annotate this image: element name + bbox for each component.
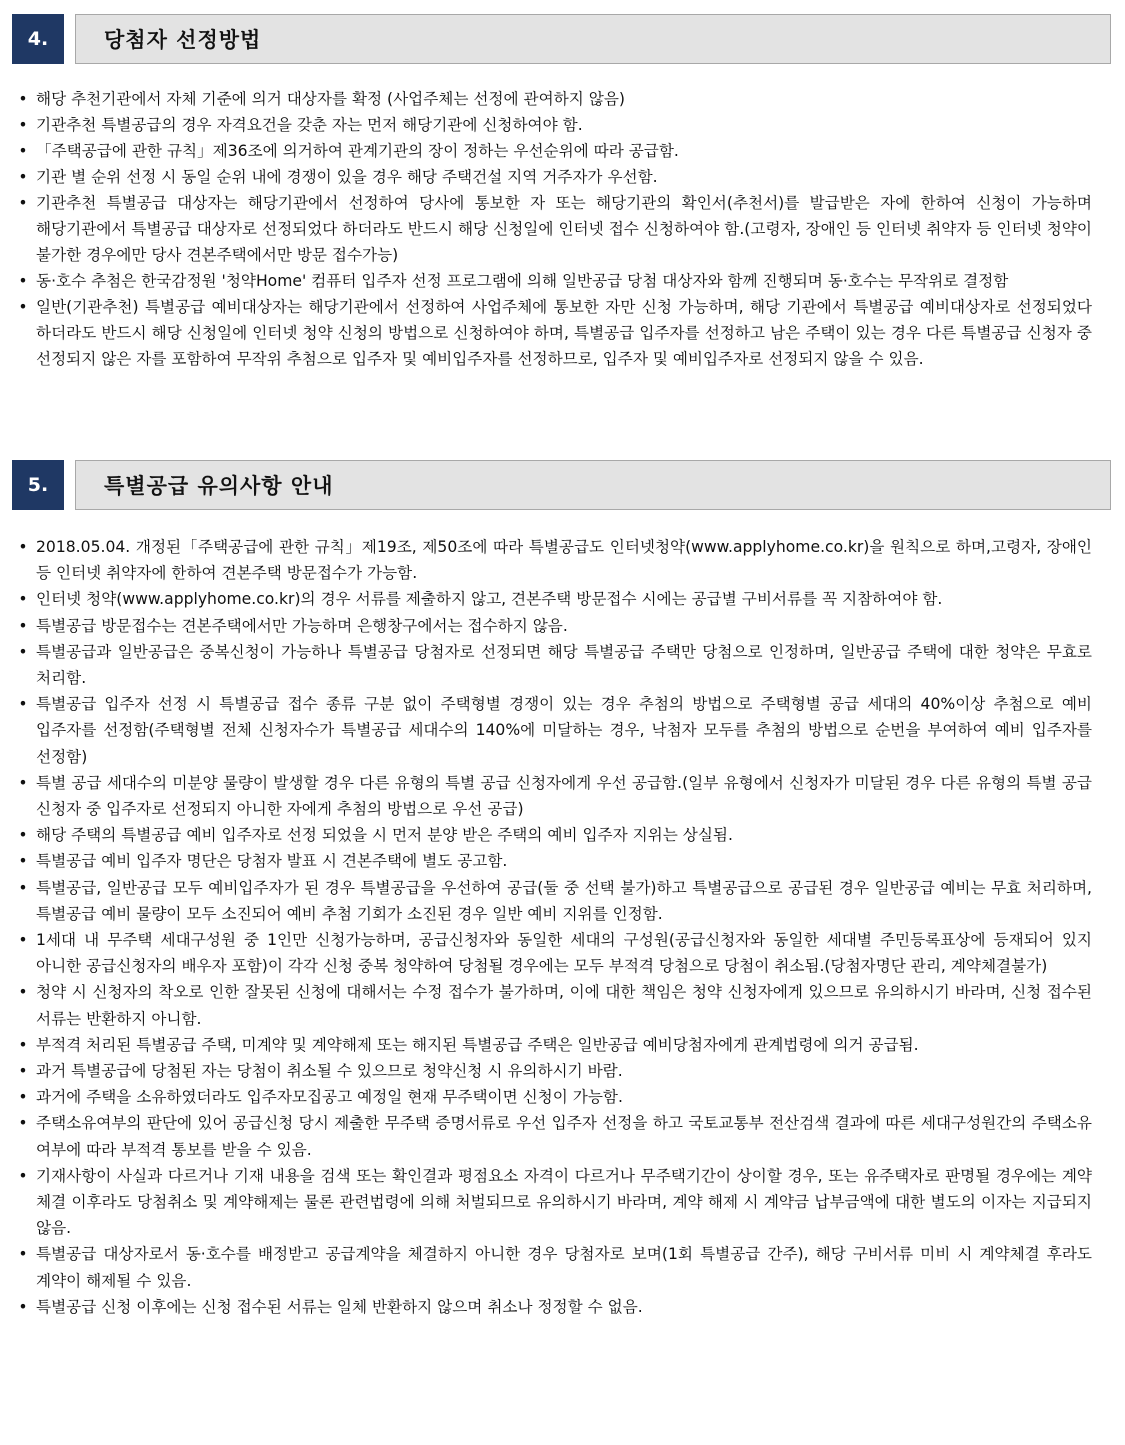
item-text: 해당 추천기관에서 자체 기준에 의거 대상자를 확정 (사업주체는 선정에 관여하지 않음) — [36, 90, 625, 108]
list-item — [17, 112, 1092, 138]
item-text: 2018.05.04. 개정된「주택공급에 관한 규칙」제19조, 제50조에 따라 특별공급도 인터넷청약(www.applyhome.co.kr)을 원칙으로 하며,고령자, 장애인 등 인터넷 취약자에 한하여 견본주택 방문접수가 가능함. — [36, 538, 1092, 583]
section-title: 특별공급 유의사항 안내 — [104, 474, 334, 498]
item-text: 일반(기관추천) 특별공급 예비대상자는 해당기관에서 선정하여 사업주체에 통보한 자만 신청 가능하며, 해당 기관에서 특별공급 예비대상자로 선정되었다 하더라도 반드시 해당 신청일에 인터넷 청약 신청의 방법으로 신청하여야 하며, 특별공급 입주자를 선정하고 남은 주택이 있는 경우 다른 특별공급 신청자 중 선정되지 않은 자를 포함하여 무작위 추첨으로 입주자 및 예비입주자를 선정하므로, 입주자 및 예비입주자로 선정되지 않을 수 있음. — [36, 298, 1092, 368]
bullet-icon: • — [18, 983, 28, 1002]
list-item — [17, 1110, 1092, 1162]
bullet-icon: • — [18, 1035, 28, 1054]
section-title-box — [75, 460, 1111, 510]
list-item — [17, 164, 1092, 190]
section-header — [0, 460, 1125, 510]
bullet-icon: • — [18, 773, 28, 792]
list-item — [17, 1084, 1092, 1110]
bullet-list — [17, 86, 1092, 372]
bullet-icon: • — [18, 142, 28, 160]
item-text: 특별공급 예비 입주자 명단은 당첨자 발표 시 견본주택에 별도 공고함. — [36, 852, 508, 871]
bullet-icon: • — [18, 695, 28, 714]
item-text: 인터넷 청약(www.applyhome.co.kr)의 경우 서류를 제출하지 않고, 견본주택 방문접수 시에는 공급별 구비서류를 꼭 지참하여야 함. — [36, 590, 943, 609]
list-item — [17, 586, 1092, 612]
list-item — [17, 822, 1092, 848]
item-text: 기관추천 특별공급 대상자는 해당기관에서 선정하여 당사에 통보한 자 또는 해당기관의 확인서(추천서)를 발급받은 자에 한하여 신청이 가능하며 해당기관에서 특별공급 대상자로 선정되었다 하더라도 반드시 해당 신청일에 인터넷 접수 신청하여야 함.(고령자, 장애인 등 인터넷 취약자 등 인터넷 청약이 불가한 경우에만 당사 견본주택에서만 방문 접수가능) — [36, 194, 1092, 264]
list-item — [17, 294, 1092, 372]
item-text: 특별공급 신청 이후에는 신청 접수된 서류는 일체 반환하지 않으며 취소나 정정할 수 없음. — [36, 1297, 643, 1316]
bullet-icon: • — [18, 1166, 28, 1185]
list-item — [17, 86, 1092, 112]
list-item — [17, 927, 1092, 979]
list-item — [17, 1241, 1092, 1293]
item-text: 기관 별 순위 선정 시 동일 순위 내에 경쟁이 있을 경우 해당 주택건설 지역 거주자가 우선함. — [36, 168, 658, 186]
list-item — [17, 268, 1092, 294]
item-text: 특별 공급 세대수의 미분양 물량이 발생할 경우 다른 유형의 특별 공급 신청자에게 우선 공급함.(일부 유형에서 신청자가 미달된 경우 다른 유형의 특별 공급 신청자 중 입주자로 선정되지 아니한 자에게 추첨의 방법으로 우선 공급) — [36, 773, 1092, 819]
item-text: 특별공급, 일반공급 모두 예비입주자가 된 경우 특별공급을 우선하여 공급(둘 중 선택 불가)하고 특별공급으로 공급된 경우 일반공급 예비는 무효 처리하며, 특별공급 예비 물량이 모두 소진되어 예비 추첨 기회가 소진된 경우 일반 예비 지위를 인정함. — [36, 878, 1092, 923]
list-item — [17, 1058, 1092, 1084]
item-text: 특별공급과 일반공급은 중복신청이 가능하나 특별공급 당첨자로 선정되면 해당 특별공급 주택만 당첨으로 인정하며, 일반공급 주택에 대한 청약은 무효로 처리함. — [36, 642, 1092, 688]
bullet-icon: • — [18, 642, 28, 661]
list-item — [17, 691, 1092, 770]
item-text: 동·호수 추첨은 한국감정원 '청약Home' 컴퓨터 입주자 선정 프로그램에 의해 일반공급 당첨 대상자와 함께 진행되며 동·호수는 무작위로 결정함 — [36, 272, 1009, 290]
list-item — [17, 534, 1092, 586]
bullet-icon: • — [18, 272, 28, 290]
bullet-icon: • — [18, 931, 28, 950]
section-5 — [0, 460, 1125, 1316]
section-number: 5. — [12, 460, 64, 510]
bullet-icon: • — [18, 538, 28, 556]
list-item — [17, 875, 1092, 927]
bullet-icon: • — [18, 616, 28, 635]
bullet-icon: • — [18, 298, 28, 316]
bullet-icon: • — [18, 590, 28, 609]
bullet-icon: • — [18, 1062, 28, 1081]
item-text: 특별공급 입주자 선정 시 특별공급 접수 종류 구분 없이 주택형별 경쟁이 있는 경우 추첨의 방법으로 주택형별 공급 세대의 40%이상 추첨으로 예비 입주자를 선정함(주택형별 전체 신청자수가 특별공급 세대수의 140%에 미달하는 경우, 낙첨자 모두를 추첨의 방법으로 순번을 부여하여 예비 입주자를 선정함) — [36, 695, 1092, 766]
item-text: 기관추천 특별공급의 경우 자격요건을 갖춘 자는 먼저 해당기관에 신청하여야 함. — [36, 116, 583, 134]
bullet-icon: • — [18, 1114, 28, 1133]
item-text: 1세대 내 무주택 세대구성원 중 1인만 신청가능하며, 공급신청자와 동일한 세대의 구성원(공급신청자와 동일한 세대별 주민등록표상에 등재되어 있지 아니한 공급신청자의 배우자 포함)이 각각 신청 중복 청약하여 당첨될 경우에는 모두 부적격 당첨으로 당첨이 취소됨.(당첨자명단 관리, 계약체결불가) — [36, 931, 1092, 976]
bullet-icon: • — [18, 116, 28, 134]
section-title-box — [75, 14, 1111, 64]
bullet-icon: • — [18, 826, 28, 845]
bullet-list — [17, 534, 1092, 1320]
item-text: 과거에 주택을 소유하였더라도 입주자모집공고 예정일 현재 무주택이면 신청이 가능함. — [36, 1088, 623, 1107]
list-item — [17, 770, 1092, 822]
list-item — [17, 1163, 1092, 1242]
bullet-icon: • — [18, 1297, 28, 1316]
item-text: 기재사항이 사실과 다르거나 기재 내용을 검색 또는 확인결과 평점요소 자격이 다르거나 무주택기간이 상이할 경우, 또는 유주택자로 판명될 경우에는 계약 체결 이후라도 당첨취소 및 계약해제는 물론 관련법령에 의해 처벌되므로 유의하시기 바라며, 계약 해제 시 계약금 납부금액에 대한 별도의 이자는 지급되지 않음. — [36, 1166, 1092, 1238]
list-item — [17, 1032, 1092, 1058]
list-item — [17, 190, 1092, 268]
list-item — [17, 613, 1092, 639]
item-text: 청약 시 신청자의 착오로 인한 잘못된 신청에 대해서는 수정 접수가 불가하며, 이에 대한 책임은 청약 신청자에게 있으므로 유의하시기 바라며, 신청 접수된 서류는 반환하지 아니함. — [36, 983, 1092, 1028]
bullet-icon: • — [18, 194, 28, 212]
list-item — [17, 138, 1092, 164]
bullet-icon: • — [18, 1245, 28, 1264]
item-text: 해당 주택의 특별공급 예비 입주자로 선정 되었을 시 먼저 분양 받은 주택의 예비 입주자 지위는 상실됨. — [36, 826, 733, 845]
item-text: 「주택공급에 관한 규칙」제36조에 의거하여 관계기관의 장이 정하는 우선순위에 따라 공급함. — [36, 142, 679, 160]
bullet-icon: • — [18, 1088, 28, 1107]
section-number: 4. — [12, 14, 64, 64]
item-text: 부적격 처리된 특별공급 주택, 미계약 및 계약해제 또는 해지된 특별공급 주택은 일반공급 예비당첨자에게 관계법령에 의거 공급됨. — [36, 1035, 919, 1054]
section-4 — [0, 14, 1125, 368]
section-title: 당첨자 선정방법 — [104, 28, 262, 52]
bullet-icon: • — [18, 878, 28, 897]
bullet-icon: • — [18, 852, 28, 871]
item-text: 주택소유여부의 판단에 있어 공급신청 당시 제출한 무주택 증명서류로 우선 입주자 선정을 하고 국토교통부 전산검색 결과에 따른 세대구성원간의 주택소유 여부에 따라 부적격 통보를 받을 수 있음. — [36, 1114, 1092, 1159]
item-text: 특별공급 방문접수는 견본주택에서만 가능하며 은행창구에서는 접수하지 않음. — [36, 616, 568, 635]
list-item — [17, 979, 1092, 1031]
bullet-icon: • — [18, 168, 28, 186]
item-text: 과거 특별공급에 당첨된 자는 당첨이 취소될 수 있으므로 청약신청 시 유의하시기 바람. — [36, 1062, 623, 1081]
bullet-icon: • — [18, 90, 28, 108]
list-item — [17, 639, 1092, 691]
list-item — [17, 848, 1092, 874]
item-text: 특별공급 대상자로서 동·호수를 배정받고 공급계약을 체결하지 아니한 경우 당첨자로 보며(1회 특별공급 간주), 해당 구비서류 미비 시 계약체결 후라도 계약이 해제될 수 있음. — [36, 1245, 1092, 1290]
section-header — [0, 14, 1125, 64]
list-item — [17, 1294, 1092, 1320]
